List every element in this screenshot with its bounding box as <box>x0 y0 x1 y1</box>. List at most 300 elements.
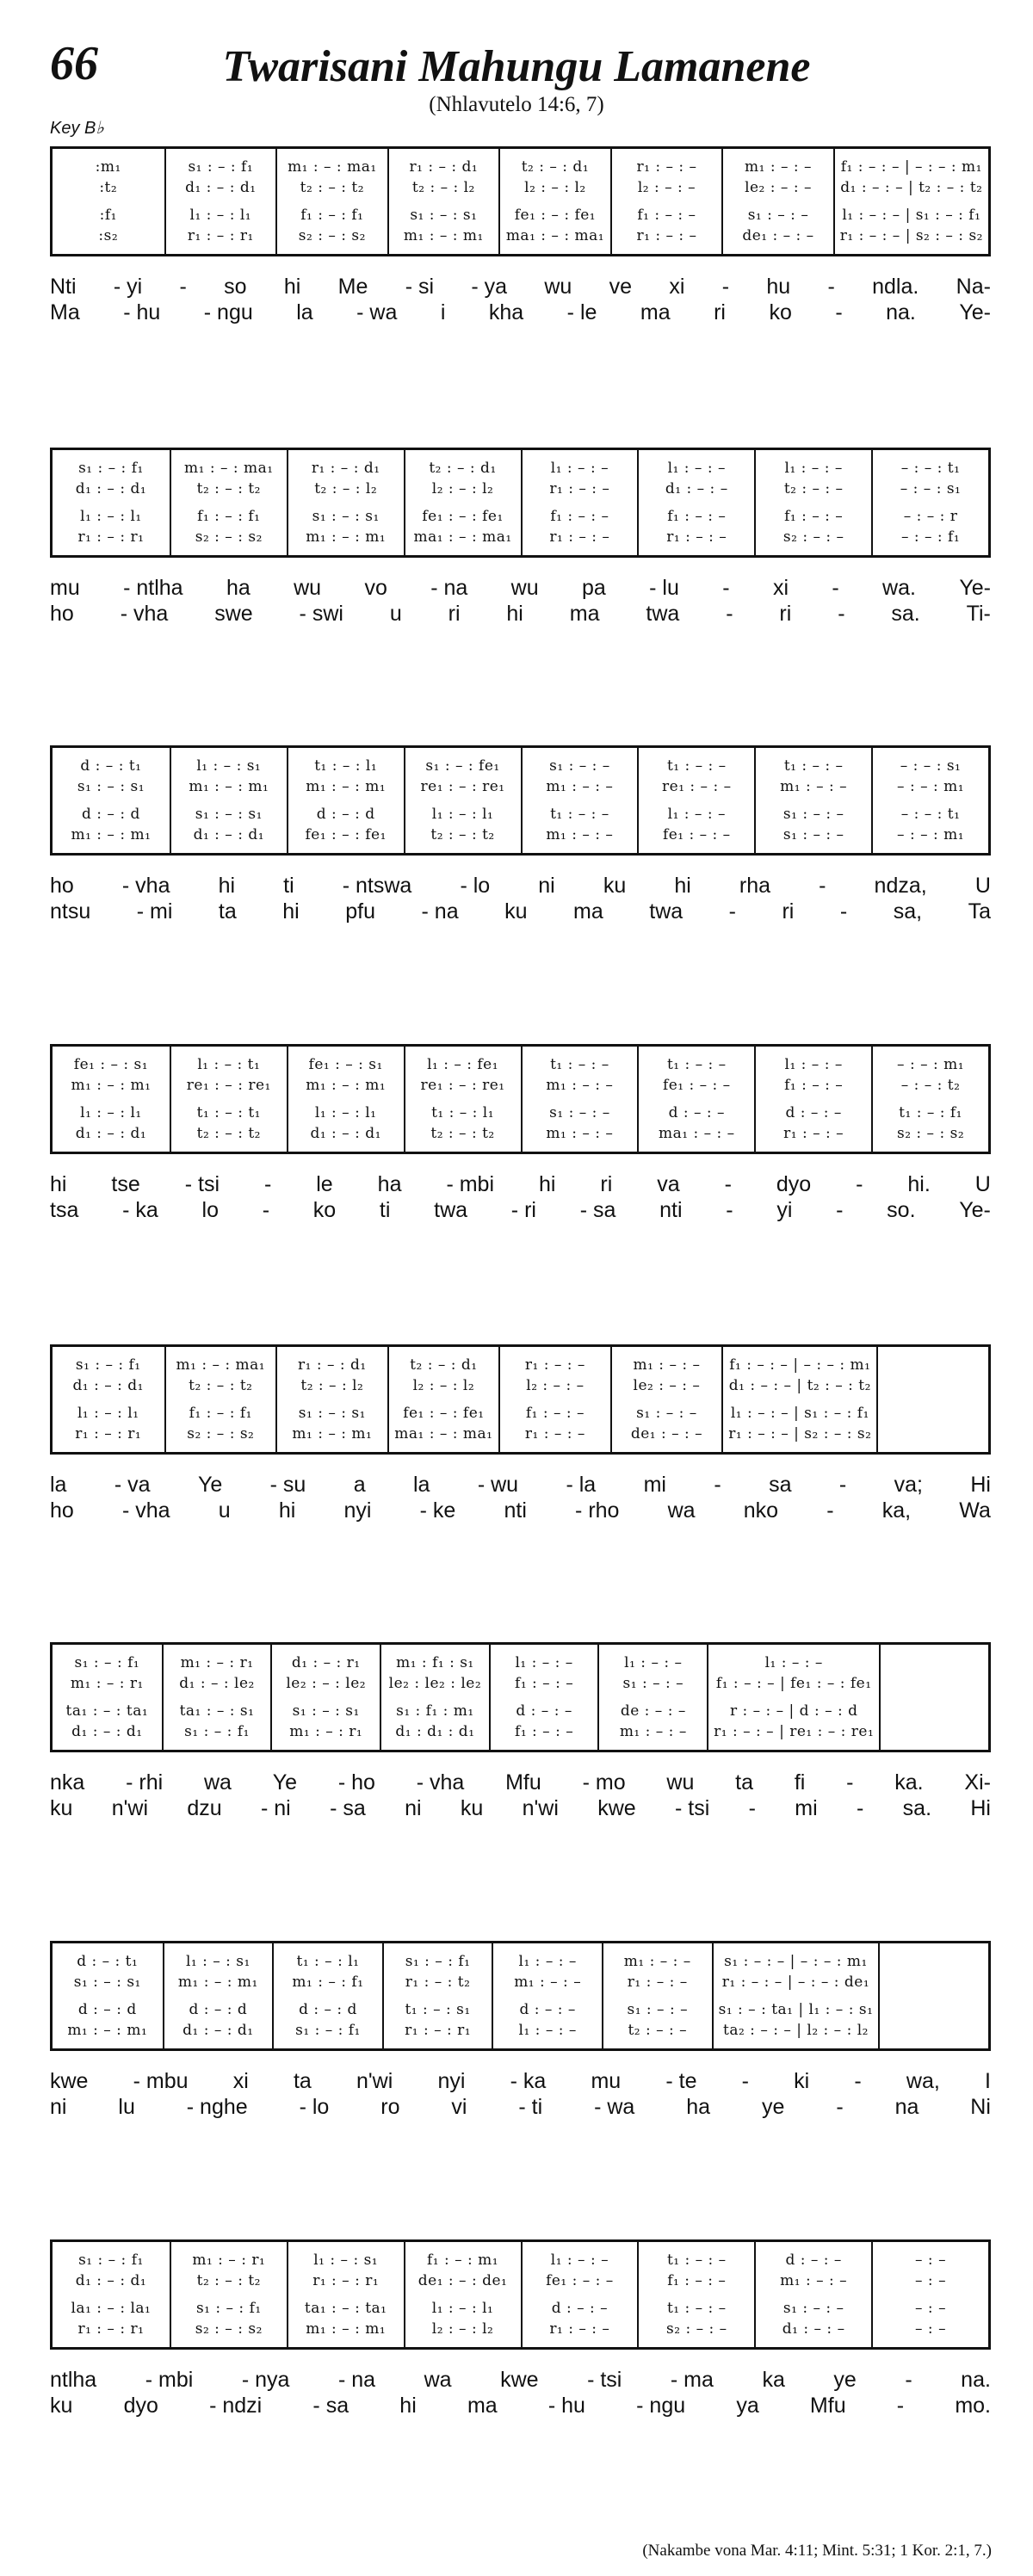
lyric-syllable: ma <box>467 2394 498 2418</box>
music-system <box>50 448 991 558</box>
soprano-notes: m₁ : – : ma₁ <box>184 460 274 477</box>
soprano-notes: t₂ : – : d₁ <box>410 1356 478 1374</box>
lyric-syllable: ta <box>218 899 237 924</box>
measure <box>164 1347 276 1452</box>
bass-notes: m₁ : – : m₁ <box>306 528 387 546</box>
lyric-syllable: ri <box>714 300 726 324</box>
soprano-notes: l₁ : – : – <box>550 2252 609 2269</box>
lyric-line-verse-2 <box>50 601 991 627</box>
bass-notes: ma₁ : – : ma₁ <box>505 227 605 244</box>
soprano-notes: f₁ : – : – | – : – : m₁ <box>840 158 982 176</box>
tenor-notes: l₁ : – : l₁ <box>189 207 252 224</box>
bass-notes: m₁ : – : – <box>619 1723 687 1740</box>
soprano-notes: s₁ : – : – | – : – : m₁ <box>724 1953 868 1970</box>
lyric-syllable: so <box>224 275 247 299</box>
alto-notes: – : – <box>915 2272 947 2289</box>
tenor-notes: ta₁ : – : ta₁ <box>65 1702 149 1720</box>
soprano-notes: t₂ : – : d₁ <box>521 158 590 176</box>
bass-notes: r₁ : – : r₁ <box>187 227 254 244</box>
alto-notes: m₁ : – : f₁ <box>292 1974 364 1991</box>
lyric-syllable: - ho <box>337 1770 375 1795</box>
soprano-notes: l₁ : – : – <box>515 1654 573 1671</box>
tenor-notes: f₁ : – : f₁ <box>197 508 261 525</box>
tenor-notes: l₁ : – : l₁ <box>80 1104 142 1121</box>
alto-notes: m₁ : – : m₁ <box>306 1077 387 1094</box>
lyric-syllable: Ye- <box>959 1198 991 1222</box>
lyric-syllable: - mi <box>136 899 173 924</box>
lyric-syllable: va <box>657 1172 680 1196</box>
lyric-syllable: kha <box>488 300 524 324</box>
bass-notes: r₁ : – : – <box>636 227 697 244</box>
lyric-syllable: - <box>263 1172 272 1196</box>
lyric-syllable: - ri <box>510 1198 536 1222</box>
lyric-syllable: ye <box>761 2095 785 2119</box>
alto-notes: le₂ : le₂ : le₂ <box>388 1675 482 1692</box>
lyric-syllable: ntsu <box>50 899 91 924</box>
lyric-syllable: - mbi <box>145 2368 194 2392</box>
bass-notes: s₂ : – : s₂ <box>195 2320 263 2338</box>
lyric-syllable: Ta <box>968 899 991 924</box>
bass-notes: :s₂ <box>98 227 119 244</box>
lyric-syllable: - rho <box>575 1498 620 1523</box>
soprano-notes: – : – <box>915 2252 947 2269</box>
soprano-notes: d₁ : – : r₁ <box>291 1654 361 1671</box>
lyric-syllable: wa <box>203 1770 232 1795</box>
measure <box>404 1047 521 1152</box>
bass-notes: d₁ : – : d₁ <box>193 826 265 843</box>
lyric-syllable: - na <box>430 576 468 600</box>
alto-notes: t₂ : – : t₂ <box>300 179 365 196</box>
lyric-syllable: so. <box>887 1198 916 1222</box>
lyric-syllable: - ngu <box>203 300 253 324</box>
lyric-syllable: ro <box>380 2095 400 2119</box>
measure <box>878 1943 988 2048</box>
lyric-syllable: ta <box>293 2069 312 2093</box>
soprano-notes: r₁ : – : – <box>636 158 697 176</box>
lyric-syllable: hi <box>278 1498 296 1523</box>
lyric-syllable: - vha <box>121 1498 170 1523</box>
tenor-notes: :f₁ <box>99 207 117 224</box>
bass-notes: d₁ : – : d₁ <box>182 2022 254 2039</box>
lyric-syllable: ta <box>735 1770 754 1795</box>
alto-notes: r₁ : – : t₂ <box>405 1974 471 1991</box>
tenor-notes: f₁ : – : – <box>525 1405 585 1422</box>
lyric-syllable: ma <box>573 899 603 924</box>
measure <box>498 149 610 254</box>
alto-notes: m₁ : – : – <box>546 778 614 795</box>
soprano-notes: t₁ : – : – <box>550 1056 609 1073</box>
lyric-syllable: ntlha <box>50 2368 97 2392</box>
lyric-syllable: ni <box>405 1796 422 1820</box>
bass-notes: m₁ : – : m₁ <box>292 1425 373 1442</box>
lyric-syllable: dyo <box>123 2394 158 2418</box>
lyric-syllable: ku <box>50 2394 73 2418</box>
tenor-notes: d : – : d <box>316 806 375 823</box>
music-system <box>50 2239 991 2350</box>
music-system <box>50 1941 991 2051</box>
tenor-notes: s₁ : f₁ : m₁ <box>396 1702 474 1720</box>
lyric-syllable: - <box>905 2368 912 2392</box>
tenor-notes: t₁ : – : l₁ <box>431 1104 495 1121</box>
soprano-notes: t₂ : – : d₁ <box>429 460 497 477</box>
lyric-syllable: - va <box>114 1473 151 1497</box>
lyric-syllable: hi. <box>907 1172 931 1196</box>
lyric-syllable: n'wi <box>356 2069 393 2093</box>
measure <box>492 1943 602 2048</box>
soprano-notes: m₁ : – : r₁ <box>192 2252 266 2269</box>
lyric-syllable: ri <box>600 1172 613 1196</box>
soprano-notes: s₁ : – : f₁ <box>75 1356 141 1374</box>
alto-notes: d₁ : – : – <box>665 480 728 497</box>
alto-notes: l₂ : – : l₂ <box>524 179 586 196</box>
lyric-syllable: ma <box>640 300 671 324</box>
measure <box>380 1645 489 1750</box>
soprano-notes: s₁ : – : f₁ <box>188 158 254 176</box>
footnote-reference: (Nakambe vona Mar. 4:11; Mint. 5:31; 1 Kor. 2:1, 7.) <box>642 2542 992 2560</box>
bass-notes: ma₁ : – : ma₁ <box>413 528 512 546</box>
music-system <box>50 1044 991 1154</box>
tenor-notes: l₁ : – : l₁ <box>431 806 494 823</box>
bass-notes: t₂ : – : t₂ <box>430 826 495 843</box>
lyric-syllable: nyi <box>437 2069 466 2093</box>
lyric-syllable: ki <box>794 2069 810 2093</box>
bass-notes: fe₁ : – : fe₁ <box>305 826 387 843</box>
tenor-notes: s₁ : – : ta₁ | l₁ : – : s₁ <box>718 2001 874 2018</box>
tenor-notes: f₁ : – : – <box>550 508 609 525</box>
lyric-syllable: - <box>721 275 730 299</box>
soprano-notes: fe₁ : – : s₁ <box>308 1056 383 1073</box>
alto-notes: t₂ : – : l₂ <box>411 179 475 196</box>
lyric-syllable: wu <box>510 576 539 600</box>
soprano-notes: t₁ : – : l₁ <box>296 1953 360 1970</box>
tenor-notes: t₁ : – : – <box>550 806 609 823</box>
measure <box>270 1645 380 1750</box>
bass-notes: – : – : f₁ <box>900 528 961 546</box>
lyric-syllable: hi <box>399 2394 417 2418</box>
soprano-notes: d : – : t₁ <box>80 757 142 775</box>
soprano-notes: t₁ : – : – <box>666 757 727 775</box>
key-signature: Key B♭ <box>50 119 104 138</box>
lyric-syllable: - <box>262 1198 270 1222</box>
lyric-syllable: - sa <box>330 1796 366 1820</box>
lyric-syllable: - wa <box>356 300 398 324</box>
lyric-syllable: tse <box>111 1172 140 1196</box>
lyric-syllable: - lu <box>649 576 679 600</box>
bass-notes: d₁ : d₁ : d₁ <box>395 1723 475 1740</box>
lyric-syllable: Ye- <box>959 300 991 324</box>
bass-notes: r₁ : – : – | s₂ : – : s₂ <box>728 1425 872 1442</box>
measure <box>833 149 988 254</box>
alto-notes: l₂ : – : l₂ <box>431 480 494 497</box>
lyric-syllable: ndza, <box>874 874 927 898</box>
hymn-number: 66 <box>50 37 98 90</box>
alto-notes: m₁ : – : r₁ <box>70 1675 144 1692</box>
lyric-line-verse-2 <box>50 899 991 924</box>
bass-notes: t₂ : – : – <box>628 2022 688 2039</box>
soprano-notes: – : – : m₁ <box>897 1056 965 1073</box>
bass-notes: fe₁ : – : – <box>662 826 731 843</box>
alto-notes: s₁ : – : s₁ <box>73 1974 141 1991</box>
lyric-syllable: hi <box>282 899 300 924</box>
alto-notes: – : – : s₁ <box>900 480 962 497</box>
tenor-notes: – : – : t₁ <box>900 806 961 823</box>
lyric-syllable: - ti <box>518 2095 543 2119</box>
bass-notes: s₂ : – : – <box>666 2320 727 2338</box>
lyric-syllable: ha <box>377 1172 402 1196</box>
lyric-line-verse-1 <box>50 1171 991 1197</box>
bass-notes: r₁ : – : r₁ <box>77 528 145 546</box>
lyric-syllable: ka <box>762 2368 785 2392</box>
bass-notes: r₁ : – : – | s₂ : – : s₂ <box>839 227 983 244</box>
lyric-line-verse-2 <box>50 2393 991 2418</box>
measure <box>521 1047 638 1152</box>
lyrics-block <box>50 2367 991 2418</box>
lyric-line-verse-1 <box>50 2068 991 2094</box>
alto-notes: d₁ : – : d₁ <box>75 480 147 497</box>
measure <box>53 450 170 555</box>
lyric-syllable: - mo <box>582 1770 626 1795</box>
measure <box>637 2242 754 2347</box>
bass-notes: de₁ : – : – <box>742 227 814 244</box>
measure <box>871 748 988 853</box>
lyric-syllable: Wa <box>959 1498 991 1523</box>
tenor-notes: r : – : – | d : – : d <box>729 1702 858 1720</box>
soprano-notes: f₁ : – : m₁ <box>427 2252 499 2269</box>
measure <box>602 1943 712 2048</box>
lyric-syllable: ri <box>782 899 795 924</box>
lyric-syllable: ho <box>50 1498 74 1523</box>
tenor-notes: s₁ : – : s₁ <box>292 1702 360 1720</box>
measure <box>387 1347 499 1452</box>
lyric-syllable: pfu <box>345 899 376 924</box>
alto-notes: d₁ : – : d₁ <box>72 1377 144 1394</box>
tenor-notes: t₁ : – : s₁ <box>405 2001 471 2018</box>
lyric-syllable: - ntlha <box>123 576 183 600</box>
measure <box>871 450 988 555</box>
lyric-syllable: hi <box>538 1172 556 1196</box>
lyric-syllable: kwe <box>500 2368 539 2392</box>
lyric-syllable: sa. <box>891 602 920 626</box>
lyrics-block <box>50 2068 991 2120</box>
lyric-syllable: Ye- <box>959 576 991 600</box>
measure <box>712 1943 879 2048</box>
lyric-syllable: - <box>836 1198 844 1222</box>
lyric-syllable: twa <box>434 1198 468 1222</box>
measure <box>879 1645 988 1750</box>
bass-notes: r₁ : – : – | re₁ : – : re₁ <box>714 1723 875 1740</box>
tenor-notes: s₁ : – : s₁ <box>312 508 380 525</box>
lyric-syllable: swe <box>214 602 253 626</box>
lyric-syllable: kwe <box>597 1796 636 1820</box>
tenor-notes: f₁ : – : f₁ <box>189 1405 252 1422</box>
lyric-syllable: ha <box>686 2095 711 2119</box>
lyric-syllable: na. <box>961 2368 991 2392</box>
lyric-syllable: hi <box>283 275 301 299</box>
soprano-notes: s₁ : – : – <box>549 757 610 775</box>
measure <box>721 1347 876 1452</box>
lyric-syllable: ri <box>779 602 792 626</box>
soprano-notes: l₁ : – : – <box>550 460 609 477</box>
measure <box>521 2242 638 2347</box>
bass-notes: ma₁ : – : – <box>658 1125 735 1142</box>
lyric-syllable: U <box>974 874 991 898</box>
tenor-notes: s₁ : – : s₁ <box>410 207 478 224</box>
lyric-syllable: hi <box>674 874 691 898</box>
lyric-syllable: I <box>984 2069 991 2093</box>
tenor-notes: d : – : – <box>516 1702 572 1720</box>
tenor-notes: s₁ : – : – <box>627 2001 689 2018</box>
lyric-syllable: - <box>724 1172 732 1196</box>
lyric-syllable: sa. <box>902 1796 932 1820</box>
bass-notes: l₂ : – : l₂ <box>431 2320 494 2338</box>
lyric-syllable: vi <box>451 2095 467 2119</box>
bass-notes: m₁ : – : m₁ <box>306 2320 387 2338</box>
measure <box>610 149 722 254</box>
bass-notes: – : – <box>915 2320 947 2338</box>
soprano-notes: l₁ : – : t₁ <box>197 1056 261 1073</box>
lyric-syllable: - <box>819 874 826 898</box>
soprano-notes: r₁ : – : – <box>524 1356 585 1374</box>
lyric-syllable: mu <box>50 576 80 600</box>
lyric-line-verse-1 <box>50 1472 991 1498</box>
lyric-syllable: le <box>316 1172 333 1196</box>
soprano-notes: r₁ : – : d₁ <box>311 460 380 477</box>
hymn-title: Twarisani Mahungu Lamanene <box>222 42 811 91</box>
lyric-syllable: - su <box>269 1473 306 1497</box>
bass-notes: s₁ : – : f₁ <box>295 2022 361 2039</box>
lyric-syllable: ko <box>312 1198 337 1222</box>
lyric-syllable: dzu <box>187 1796 222 1820</box>
alto-notes: t₂ : – : l₂ <box>314 480 378 497</box>
lyric-syllable: - si <box>405 275 435 299</box>
bass-notes: d₁ : – : d₁ <box>71 1723 143 1740</box>
lyric-syllable: - <box>846 1770 854 1795</box>
lyric-line-verse-2 <box>50 1498 991 1523</box>
alto-notes: d₁ : – : d₁ <box>185 179 257 196</box>
lyrics-block <box>50 873 991 924</box>
measure <box>489 1645 598 1750</box>
lyric-syllable: mo. <box>955 2394 991 2418</box>
alto-notes: t₂ : – : t₂ <box>189 1377 253 1394</box>
lyric-syllable: ka. <box>894 1770 924 1795</box>
lyric-syllable: - <box>838 1473 847 1497</box>
lyric-syllable: twa <box>646 602 680 626</box>
lyric-syllable: U <box>974 1172 991 1196</box>
tenor-notes: s₁ : – : s₁ <box>298 1405 366 1422</box>
lyric-syllable: - <box>832 576 839 600</box>
tenor-notes: ta₁ : – : s₁ <box>179 1702 255 1720</box>
alto-notes: :t₂ <box>99 179 118 196</box>
measure <box>754 2242 871 2347</box>
measure <box>876 1347 988 1452</box>
lyrics-block <box>50 1472 991 1523</box>
bass-notes: r₁ : – : – <box>549 528 610 546</box>
measure <box>707 1645 879 1750</box>
measure <box>272 1943 382 2048</box>
soprano-notes: m₁ : f₁ : s₁ <box>396 1654 474 1671</box>
measure <box>170 450 287 555</box>
lyric-syllable: - <box>741 2069 749 2093</box>
measure <box>53 149 164 254</box>
measure <box>637 450 754 555</box>
alto-notes: r₁ : – : – | – : – : de₁ <box>721 1974 870 1991</box>
lyric-syllable: - ka <box>510 2069 547 2093</box>
lyrics-block <box>50 575 991 627</box>
alto-notes: m₁ : – : m₁ <box>189 778 269 795</box>
tenor-notes: d : – : – <box>668 1104 726 1121</box>
measure <box>721 149 833 254</box>
lyric-syllable: mu <box>591 2069 622 2093</box>
lyric-line-verse-1 <box>50 274 991 300</box>
bass-notes: m₁ : – : m₁ <box>403 227 484 244</box>
lyric-syllable: - mbi <box>446 1172 494 1196</box>
lyric-syllable: wu <box>294 576 322 600</box>
tenor-notes: l₁ : – : – | s₁ : – : f₁ <box>730 1405 869 1422</box>
lyric-line-verse-1 <box>50 575 991 601</box>
lyric-syllable: xi <box>772 576 789 600</box>
tenor-notes: t₁ : – : f₁ <box>899 1104 962 1121</box>
measure <box>387 149 499 254</box>
bass-notes: r₁ : – : r₁ <box>405 2022 472 2039</box>
measure <box>53 1047 170 1152</box>
alto-notes: le₂ : – : – <box>633 1377 701 1394</box>
alto-notes: m₁ : – : – <box>546 1077 614 1094</box>
lyric-syllable: - la <box>566 1473 597 1497</box>
measure <box>521 748 638 853</box>
bass-notes: d₁ : – : – <box>782 2320 845 2338</box>
bass-notes: s₁ : – : f₁ <box>184 1723 250 1740</box>
lyric-syllable: rha <box>739 874 771 898</box>
music-system <box>50 146 991 256</box>
alto-notes: m₁ : – : – <box>780 2272 848 2289</box>
lyric-syllable: xi <box>669 275 685 299</box>
tenor-notes: f₁ : – : f₁ <box>300 207 364 224</box>
bass-notes: r₁ : – : r₁ <box>77 2320 145 2338</box>
music-system <box>50 745 991 856</box>
alto-notes: t₂ : – : – <box>783 480 844 497</box>
alto-notes: f₁ : – : – | fe₁ : – : fe₁ <box>715 1675 872 1692</box>
tenor-notes: s₁ : – : – <box>747 207 809 224</box>
tenor-notes: t₁ : – : t₁ <box>196 1104 261 1121</box>
lyric-syllable: Nti <box>50 275 77 299</box>
bass-notes: t₂ : – : t₂ <box>196 1125 261 1142</box>
alto-notes: m₁ : – : m₁ <box>71 1077 152 1094</box>
tenor-notes: s₁ : – : s₁ <box>195 806 263 823</box>
lyric-syllable: la <box>296 300 313 324</box>
tenor-notes: – : – <box>915 2300 947 2317</box>
lyric-syllable: ya <box>736 2394 759 2418</box>
soprano-notes: l₁ : – : s₁ <box>313 2252 379 2269</box>
lyric-syllable: ti <box>283 874 294 898</box>
bass-notes: r₁ : – : – <box>783 1125 844 1142</box>
lyrics-block <box>50 1770 991 1821</box>
tenor-notes: l₁ : – : l₁ <box>431 2300 494 2317</box>
alto-notes: fe₁ : – : – <box>546 2272 614 2289</box>
measure <box>163 1943 273 2048</box>
lyric-line-verse-1 <box>50 873 991 899</box>
lyric-syllable: Mfu <box>505 1770 541 1795</box>
bass-notes: r₁ : – : r₁ <box>75 1425 142 1442</box>
alto-notes: s₁ : – : s₁ <box>77 778 145 795</box>
alto-notes: f₁ : – : – <box>784 1077 844 1094</box>
lyric-syllable: - <box>836 2095 844 2119</box>
alto-notes: re₁ : – : re₁ <box>420 1077 505 1094</box>
lyric-syllable: - <box>839 899 848 924</box>
measure <box>170 1047 287 1152</box>
soprano-notes: m₁ : – : – <box>623 1953 691 1970</box>
lyric-syllable: i <box>440 300 446 324</box>
tenor-notes: fe₁ : – : fe₁ <box>403 1405 485 1422</box>
